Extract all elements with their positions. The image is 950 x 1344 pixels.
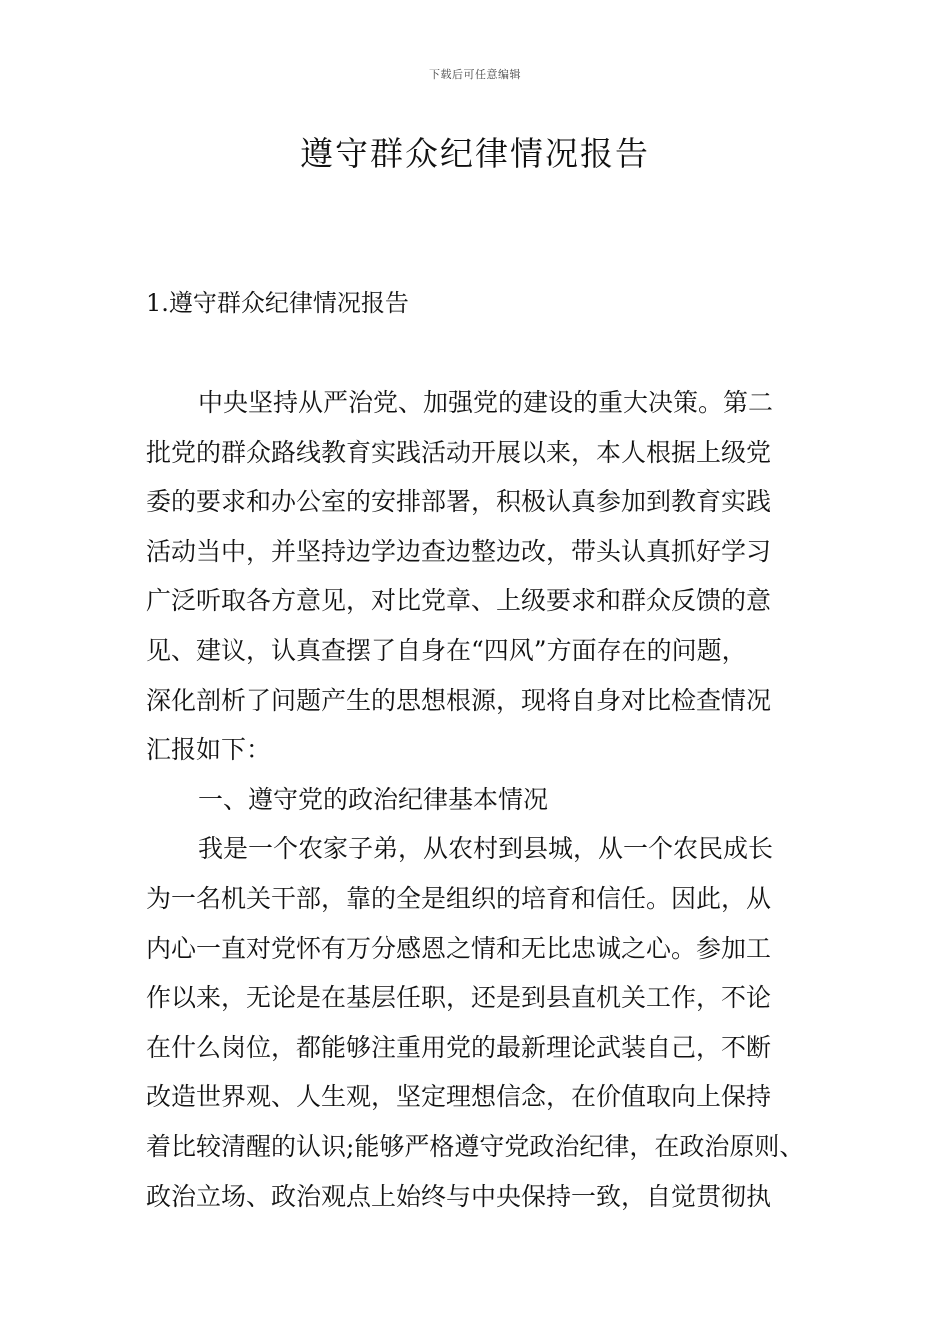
body-line: 活动当中，并坚持边学边查边整边改，带头认真抓好学习 [146, 536, 772, 566]
body-line: 为一名机关干部，靠的全是组织的培育和信任。因此，从 [146, 883, 772, 913]
body-line: 中央坚持从严治党、加强党的建设的重大决策。第二 [198, 388, 774, 417]
body-line: 见、建议，认真查摆了自身在“四风”方面存在的问题， [146, 635, 747, 665]
body-line: 我是一个农家子弟，从农村到县城，从一个农民成长 [198, 834, 774, 864]
body-text [146, 378, 826, 1221]
body-line: 深化剖析了问题产生的思想根源，现将自身对比检查情况 [146, 685, 772, 715]
body-line: 在什么岗位，都能够注重用党的最新理论武装自己，不断 [146, 1032, 772, 1062]
body-line: 作以来，无论是在基层任职，还是到县直机关工作，不论 [146, 983, 772, 1013]
body-line: 内心一直对党怀有万分感恩之情和无比忠诚之心。参加工 [146, 933, 772, 963]
body-line: 批党的群众路线教育实践活动开展以来，本人根据上级党 [146, 437, 772, 467]
body-line: 汇报如下： [146, 735, 272, 765]
body-line: 委的要求和办公室的安排部署，积极认真参加到教育实践 [146, 487, 772, 517]
document-title: 遵守群众纪律情况报告 [300, 134, 650, 173]
body-line: 改造世界观、人生观，坚定理想信念，在价值取向上保持 [146, 1082, 772, 1112]
body-line: 政治立场、政治观点上始终与中央保持一致，自觉贯彻执 [146, 1181, 772, 1211]
body-line: 着比较清醒的认识;能够严格遵守党政治纪律，在政治原则、 [146, 1131, 805, 1161]
body-line: 一、遵守党的政治纪律基本情况 [198, 784, 549, 814]
header-note: 下载后可任意编辑 [429, 68, 521, 81]
body-line: 广泛听取各方意见，对比党章、上级要求和群众反馈的意 [146, 586, 772, 616]
section-heading: 1.遵守群众纪律情况报告 [146, 289, 409, 317]
